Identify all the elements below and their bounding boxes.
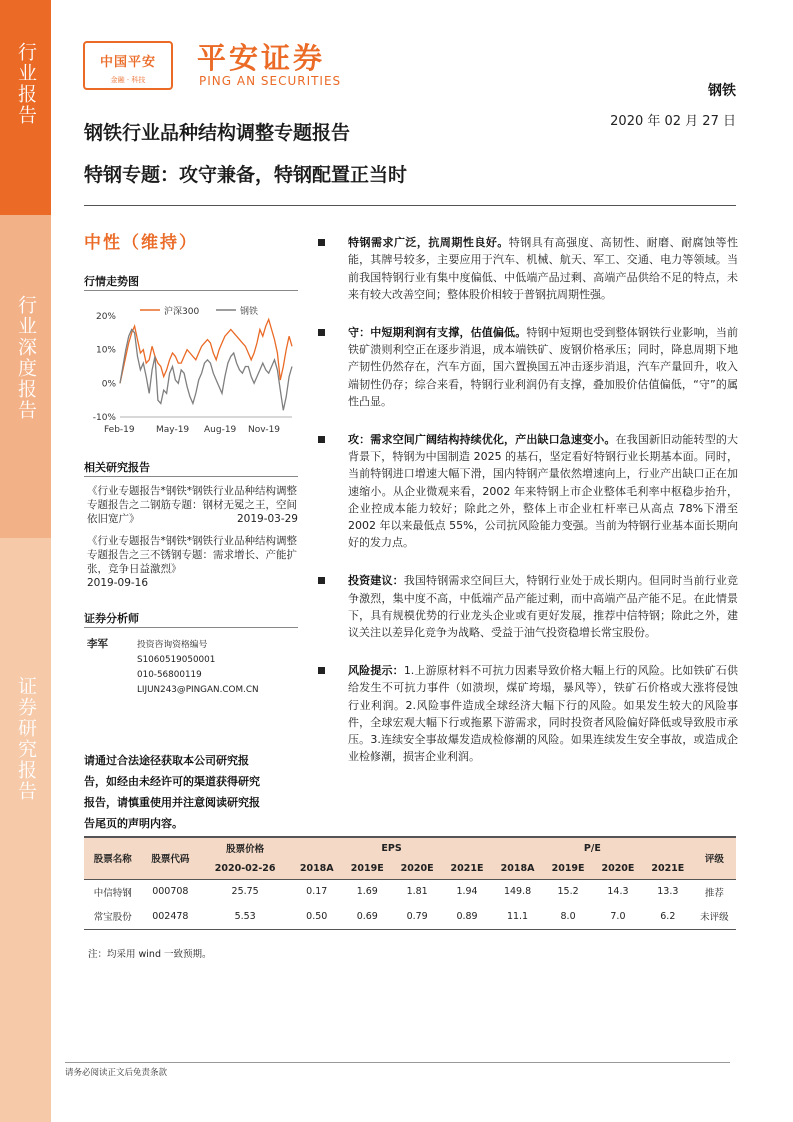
col-header-year: 2019E	[551, 862, 585, 874]
key-point	[318, 324, 738, 410]
y-tick-label: -10%	[92, 413, 116, 423]
key-point-body: 特钢具有高强度、高韧性、耐磨、耐腐蚀等性能，其牌号较多，主要应用于汽车、机械、航天、军工、交通、电力等领域。当前我国特钢行业有集中度偏低、中低端产品过剩、高端产品供给不足的特点，未来有较大改善空间；整体股价相较于普钢抗周期性强。	[348, 236, 739, 301]
col-header-pe: P/E	[583, 842, 601, 854]
related-report-item[interactable]	[87, 484, 298, 526]
key-point-heading: 特钢需求广泛，抗周期性良好。	[348, 236, 509, 249]
cell-value: 0.69	[356, 910, 378, 922]
col-header-year: 2018A	[299, 862, 334, 874]
key-point	[318, 572, 738, 641]
bullet-square-icon	[318, 667, 325, 674]
bullet-square-icon	[318, 436, 325, 443]
table-row	[84, 904, 736, 929]
report-subtitle: 特钢专题：攻守兼备，特钢配置正当时	[84, 164, 408, 186]
x-tick-label: May-19	[156, 425, 190, 435]
key-point	[318, 662, 738, 766]
related-report-date: 2019-09-16	[87, 577, 149, 589]
key-point-body: 1.上游原材料不可抗力因素导致价格大幅上行的风险。比如铁矿石供给发生不可抗力事件（如溃坝，煤矿垮塌，暴风等），铁矿石价格或大涨将侵蚀行业利润。2.风险事件造成全球经济大幅下行的风险。如果发生较大的风险事件，全球宏观大幅下行或拖累下游需求，同时投资者风险偏好降低或导致股市承压。3.连续安全事故爆发造成检修潮的风险。如果连续发生安全事故，或造成企业检修潮，损害企业利润。	[348, 663, 738, 764]
bullet-square-icon	[318, 239, 325, 246]
table-note: 注：均采用 wind 一致预期。	[88, 949, 212, 960]
col-header-code: 股票代码	[151, 854, 190, 866]
related-report-date: 2019-03-29	[236, 513, 298, 525]
cell-code: 000708	[152, 886, 189, 898]
cell-value: 0.89	[456, 910, 478, 922]
side-tab-securities-research	[0, 538, 51, 1122]
disclaimer-text: 请通过合法途径获取本公司研究报告，如经由未经许可的渠道获得研究报告，请慎重使用并注意阅读研究报告尾页的声明内容。	[84, 754, 260, 830]
cell-value: 0.50	[306, 910, 328, 922]
report-date: 2020 年 02 月 27 日	[610, 114, 736, 129]
rating: 中性（维持）	[84, 233, 198, 253]
key-point	[318, 431, 738, 552]
key-point-body: 特钢中短期也受到整体钢铁行业影响，当前铁矿溃则利空正在逐步消退，成本端铁矿、废钢价格承压；同时，降息周期下地产韧性仍然存在，汽车方面，国六置换国五冲击逐步消退，汽车产量回升，收入端韧性仍存；综合来看，特钢行业利润仍有支撑，叠加股价估值偏低，“守”的属性凸显。	[348, 325, 739, 408]
market-trend-chart	[84, 296, 298, 440]
cell-value: 6.2	[660, 910, 676, 922]
section-divider	[84, 290, 298, 291]
cell-value: 13.3	[657, 886, 679, 898]
side-tab-deep-report	[0, 215, 51, 538]
cell-value: 8.0	[560, 910, 576, 922]
cell-value: 0.79	[406, 910, 428, 922]
col-header-name: 股票名称	[93, 854, 132, 866]
brand-name-cn: 平安证券	[197, 41, 326, 75]
col-header-year: 2020E	[400, 862, 434, 874]
cell-value: 1.81	[406, 886, 428, 898]
related-report-title: 《行业专题报告*钢铁*钢铁行业品种结构调整专题报告之二钢筋专题：钢材无冕之王，空间依旧宽广》	[87, 485, 297, 525]
side-tab-label: 行业报告	[15, 42, 37, 126]
cell-name: 中信特钢	[93, 887, 132, 899]
col-header-year: 2021E	[651, 862, 685, 874]
key-point-body: 我国特钢需求空间巨大，特钢行业处于成长期内。但同时当前行业竞争激烈，集中度不高，中低端产品产能过剩，而中高端产品产能不足。在此情景下，具有规模优势的行业龙头企业或有更好发展，推荐中信特钢；除此之外，建议关注以差异化竞争为战略、受益于油气投资稳增长常宝股份。	[348, 574, 739, 640]
cell-value: 15.2	[557, 886, 579, 898]
footer-disclaimer: 请务必阅读正文后免责条款	[65, 1068, 168, 1078]
key-points	[318, 234, 738, 786]
bullet-square-icon	[318, 577, 325, 584]
header-divider	[84, 205, 736, 206]
col-header-eps: EPS	[381, 842, 402, 854]
brand-name-en: PING AN SECURITIES	[199, 74, 342, 88]
bullet-square-icon	[318, 329, 325, 336]
industry-label: 钢铁	[708, 83, 736, 99]
y-tick-label: 10%	[95, 345, 116, 356]
legend-label-hs300: 沪深300	[164, 307, 200, 317]
cell-value: 149.8	[503, 886, 532, 898]
analyst-name: 李军	[87, 638, 108, 650]
key-point-heading: 攻：需求空间广阔结构持续优化，产出缺口急速变小。	[348, 432, 616, 446]
cell-name: 常宝股份	[93, 912, 132, 924]
logo-sub-text: 金融 · 科技	[110, 76, 146, 84]
pingan-logo	[83, 41, 173, 90]
cell-code: 002478	[152, 910, 189, 922]
footer-divider	[65, 1062, 730, 1063]
related-section-title: 相关研究报告	[84, 461, 150, 474]
key-point-heading: 投资建议：	[348, 574, 404, 588]
analyst-phone: 010-56800119	[137, 670, 202, 680]
side-tab-industry-report	[0, 0, 51, 215]
y-tick-label: 0%	[101, 379, 116, 390]
logo-main-text: 中国平安	[99, 55, 156, 70]
col-header-rating: 评级	[704, 854, 724, 866]
cell-value: 7.0	[610, 910, 626, 922]
y-tick-label: 20%	[95, 312, 116, 322]
analyst-cert-number: S1060519050001	[137, 655, 216, 665]
cell-value: 11.1	[506, 910, 529, 922]
section-divider	[84, 476, 298, 477]
related-report-item[interactable]	[87, 534, 298, 590]
cell-value: 0.17	[306, 886, 328, 898]
key-point-body: 在我国新旧动能转型的大背景下，特钢为中国制造 2025 的基石，坚定看好特钢行业长期基本面。同时，当前特钢进口增速大幅下滑，国内特钢产量依然增速向上，行业产出缺口正在加速缩小。从企业微观来看，2002 年来特钢上市企业整体毛利率中枢稳步抬升，企业控成本能力较好；除此之外，整体上市企业杠杆率已从高点 78%下滑至 2002 年以来最低点 55%，公司抗风险能力变强。当前为特钢行业基本面长期向好的发力点。	[348, 432, 739, 550]
chart-section-title: 行情走势图	[84, 275, 139, 288]
section-divider	[84, 627, 298, 628]
analyst-cert-label: 投资咨询资格编号	[137, 640, 208, 650]
cell-rating: 推荐	[704, 887, 724, 899]
analyst-section-title: 证券分析师	[84, 612, 139, 625]
report-title: 钢铁行业品种结构调整专题报告	[84, 122, 351, 144]
legend-label-steel: 钢铁	[240, 307, 259, 317]
cell-rating: 未评级	[700, 912, 729, 924]
cell-value: 1.94	[456, 886, 478, 898]
key-point-heading: 守：中短期利润有支撑，估值偏低。	[348, 325, 527, 339]
related-report-title: 《行业专题报告*钢铁*钢铁行业品种结构调整专题报告之三不锈钢专题：需求增长、产能扩张，竞争日益激烈》	[87, 535, 297, 575]
x-tick-label: Aug-19	[204, 425, 237, 435]
analyst-email[interactable]: LIJUN243@PINGAN.COM.CN	[137, 685, 259, 695]
x-tick-label: Feb-19	[104, 425, 135, 435]
side-tab-label: 行业深度报告	[15, 295, 37, 421]
col-header-year: 2020E	[601, 862, 635, 874]
cell-value: 14.3	[607, 886, 629, 898]
key-point-heading: 风险提示：	[348, 663, 404, 677]
col-header-year: 2019E	[350, 862, 384, 874]
x-tick-label: Nov-19	[248, 425, 281, 435]
col-header-year: 2021E	[450, 862, 484, 874]
cell-price: 25.75	[231, 886, 259, 898]
stock-forecast-table	[84, 836, 736, 930]
cell-value: 1.69	[356, 886, 378, 898]
cell-price: 5.53	[234, 910, 256, 922]
col-header-year: 2018A	[500, 862, 535, 874]
col-header-price-date: 2020-02-26	[214, 862, 276, 874]
side-tab-label: 证券研究报告	[15, 676, 37, 802]
col-header-price: 股票价格	[226, 844, 265, 855]
key-point	[318, 234, 738, 303]
table-row	[84, 879, 736, 904]
